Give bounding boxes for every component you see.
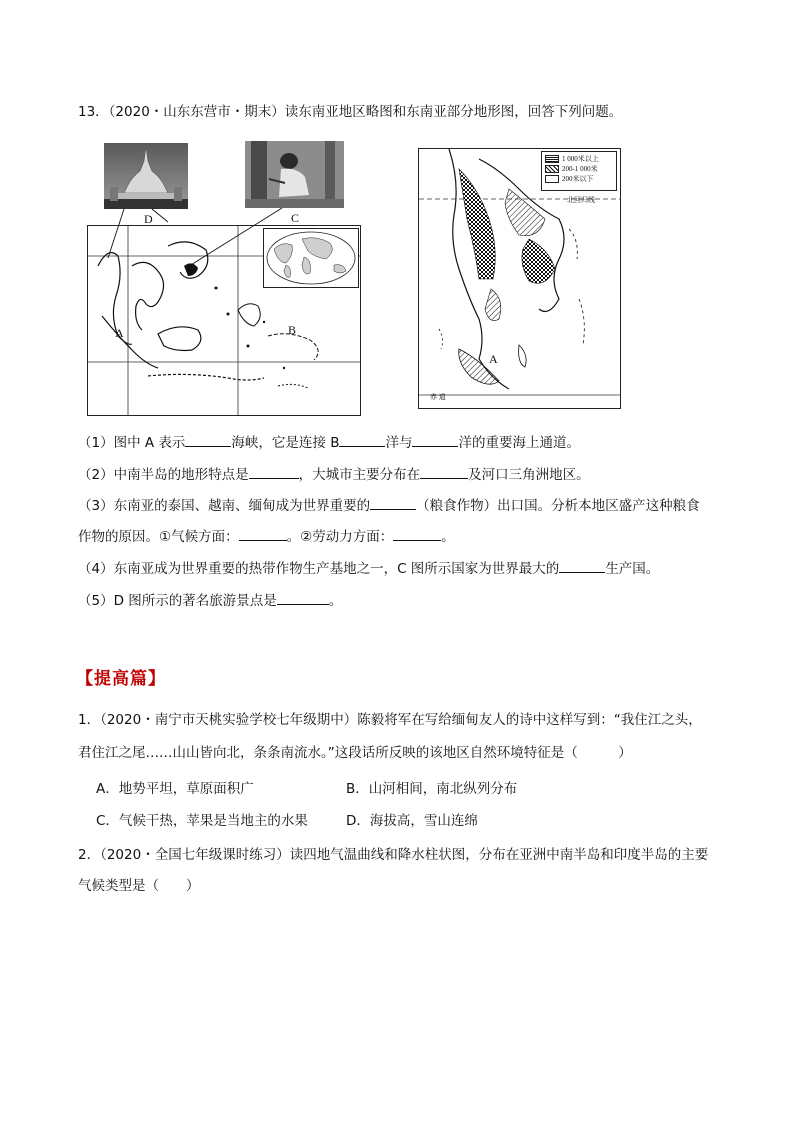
blank-ocean-b[interactable] <box>339 432 385 447</box>
p2-line2: 气候类型是（ ） <box>78 878 200 894</box>
q13-sub3 <box>78 495 700 515</box>
q13-sub1 <box>78 432 580 452</box>
legend-label-high: 1 000米以上 <box>562 155 599 163</box>
p1-option-c[interactable]: C．气候干热，苹果是当地主的水果 <box>96 813 308 829</box>
legend-row-high <box>545 154 613 164</box>
blank-terrain-feature[interactable] <box>249 464 299 479</box>
blank-city-location[interactable] <box>420 464 468 479</box>
blank-tourist-site[interactable] <box>277 590 329 605</box>
left-map-label-b: B <box>288 323 297 337</box>
p1-line1: 1．（2020・南宁市天桃实验学校七年级期中）陈毅将军在写给缅甸友人的诗中这样写到：“我住江之头， <box>78 712 702 728</box>
tropic-label: 北回归线 <box>567 196 595 204</box>
q13-sub2 <box>78 464 590 484</box>
q13-sub3b-t2: 。②劳动力方面： <box>286 529 394 545</box>
photo-c-label: C <box>291 211 300 225</box>
q13-sub2-t3: 及河口三角洲地区。 <box>468 467 590 483</box>
q13-sub1-t3: 洋与 <box>385 435 413 451</box>
blank-grain-crop[interactable] <box>370 495 416 510</box>
right-map-label-a: A <box>489 352 498 366</box>
q13-sub1-t2: 海峡，它是连接 B <box>231 435 340 451</box>
blank-strait[interactable] <box>185 432 231 447</box>
p1-option-b[interactable]: B．山河相间，南北纵列分布 <box>346 781 518 797</box>
p1-option-d[interactable]: D．海拔高，雪山连绵 <box>346 813 478 829</box>
q13-sub5 <box>78 590 342 610</box>
legend-label-low: 200米以下 <box>562 175 594 183</box>
q13-sub5-t2: 。 <box>328 593 343 609</box>
legend-label-mid: 200-1 000米 <box>562 165 598 173</box>
q13-sub3b-t1: 作物的原因。①气候方面： <box>78 529 239 545</box>
blank-tropical-crop[interactable] <box>559 558 605 573</box>
equator-label: 赤 道 <box>430 393 446 401</box>
legend-row-mid <box>545 164 613 174</box>
leader-lines <box>0 0 794 420</box>
q13-sub4-t2: 生产国。 <box>605 561 660 577</box>
section-title-advanced: 【提高篇】 <box>76 669 166 689</box>
legend-swatch-mid <box>545 165 559 173</box>
q13-sub3-t2: （粮食作物）出口国。分析本地区盛产这种粮食 <box>416 498 700 514</box>
left-map-label-a: A <box>115 326 124 340</box>
photo-d-label: D <box>144 212 153 226</box>
q13-sub4 <box>78 558 659 578</box>
q13-sub4-t1: （4）东南亚成为世界重要的热带作物生产基地之一，C 图所示国家为世界最大的 <box>78 561 560 577</box>
q13-sub3b-t3: 。 <box>441 529 455 545</box>
terrain-legend <box>541 151 617 191</box>
legend-swatch-high <box>545 155 559 163</box>
p2-line1: 2．（2020・全国七年级课时练习）读四地气温曲线和降水柱状图，分布在亚洲中南半岛和印度半岛的主要 <box>78 847 709 863</box>
q13-sub1-t4: 洋的重要海上通道。 <box>458 435 580 451</box>
legend-swatch-low <box>545 175 559 183</box>
q13-stem: 13．（2020・山东东营市・期末）读东南亚地区略图和东南亚部分地形图，回答下列问题。 <box>78 104 623 120</box>
p1-line2: 君住江之尾……山山皆向北，条条南流水。”这段话所反映的该地区自然环境特征是（ ） <box>78 745 632 761</box>
q13-sub2-t2: ，大城市主要分布在 <box>298 467 421 483</box>
q13-sub3b <box>78 526 455 546</box>
blank-ocean-other[interactable] <box>412 432 458 447</box>
legend-row-low <box>545 174 613 184</box>
q13-sub5-t1: （5）D 图所示的著名旅游景点是 <box>78 593 277 609</box>
q13-sub1-t1: （1）图中 A 表示 <box>78 435 186 451</box>
blank-climate-reason[interactable] <box>239 526 287 541</box>
q13-sub3-t1: （3）东南亚的泰国、越南、缅甸成为世界重要的 <box>78 498 371 514</box>
blank-labor-reason[interactable] <box>393 526 441 541</box>
q13-sub2-t1: （2）中南半岛的地形特点是 <box>78 467 249 483</box>
p1-option-a[interactable]: A．地势平坦，草原面积广 <box>96 781 254 797</box>
